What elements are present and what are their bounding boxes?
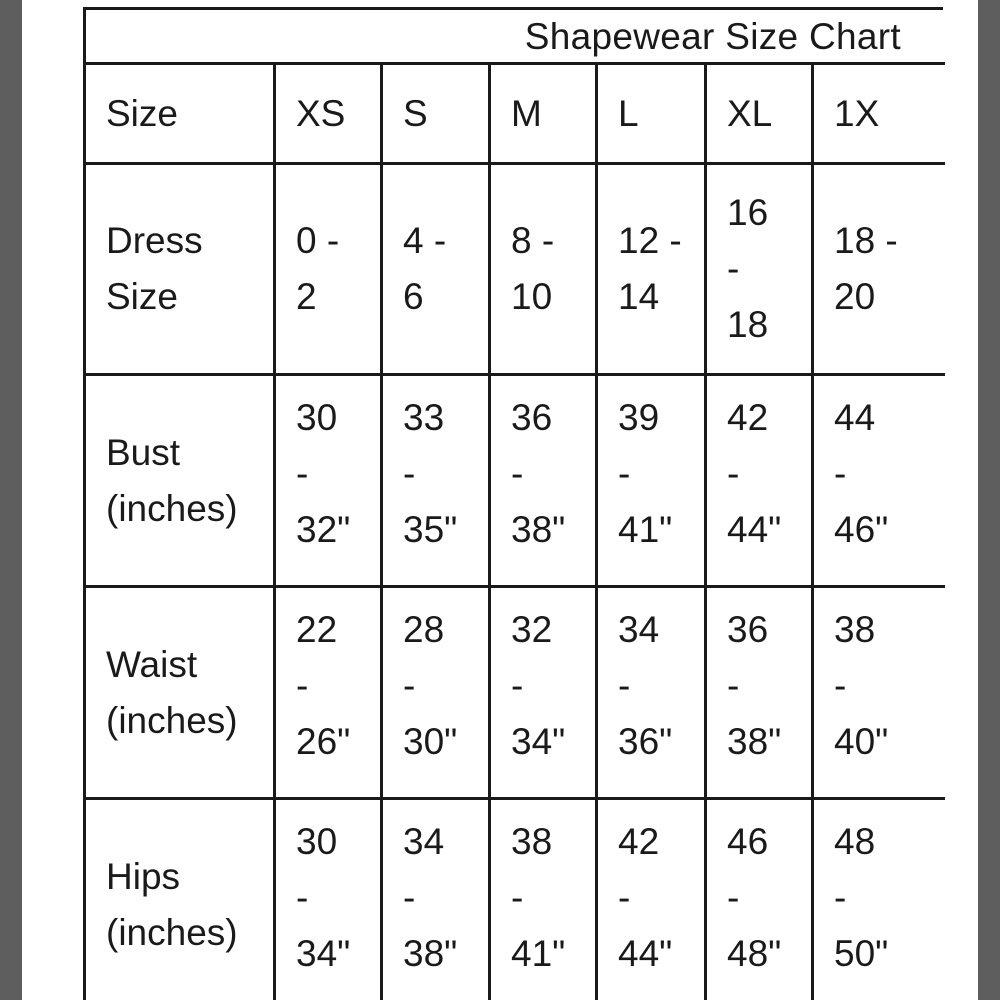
cell-line: 38" bbox=[403, 933, 458, 974]
cell-line: 38 bbox=[834, 609, 876, 650]
cell-line: 38" bbox=[511, 509, 566, 550]
cell-line: - bbox=[403, 877, 416, 918]
row-header-dress-size bbox=[85, 164, 275, 375]
cell-line: 41" bbox=[511, 933, 566, 974]
cell-line: 48 bbox=[834, 821, 876, 862]
cell-hips-xs bbox=[275, 799, 382, 1000]
cell-bust-s bbox=[382, 375, 490, 587]
cell-line: 48" bbox=[727, 933, 782, 974]
cell-line: - bbox=[727, 877, 740, 918]
cell-bust-xs bbox=[275, 375, 382, 587]
cell-dress-size-s bbox=[382, 164, 490, 375]
title-row bbox=[83, 7, 943, 65]
cell-line: 40" bbox=[834, 721, 889, 762]
row-header-hips bbox=[85, 799, 275, 1000]
cell-line: 18 - bbox=[834, 220, 898, 261]
cell-dress-size-m bbox=[490, 164, 597, 375]
size-header-m: M bbox=[490, 64, 597, 164]
cell-line: 14 bbox=[618, 276, 660, 317]
cell-line: 44" bbox=[618, 933, 673, 974]
cell-line: 4 - bbox=[403, 220, 447, 261]
size-header-xs: XS bbox=[275, 64, 382, 164]
cell-line: - bbox=[403, 665, 416, 706]
cell-line: 38" bbox=[727, 721, 782, 762]
cell-line: 2 bbox=[296, 276, 317, 317]
cell-hips-xl bbox=[706, 799, 813, 1000]
table-row-bust bbox=[85, 375, 945, 587]
cell-line: - bbox=[727, 248, 740, 289]
cell-line: 36 bbox=[511, 397, 553, 438]
cell-line: 30" bbox=[403, 721, 458, 762]
cell-line: 34 bbox=[618, 609, 660, 650]
row-header-line: (inches) bbox=[106, 487, 238, 529]
cell-line: - bbox=[618, 877, 631, 918]
cell-dress-size-l bbox=[597, 164, 706, 375]
cell-line: 10 bbox=[511, 276, 553, 317]
cell-waist-1x bbox=[813, 587, 945, 799]
cell-line: 44" bbox=[727, 509, 782, 550]
cell-line: 28 bbox=[403, 609, 445, 650]
table-row-hips bbox=[85, 799, 945, 1000]
row-header-line: Dress bbox=[106, 220, 203, 261]
cell-line: - bbox=[296, 665, 309, 706]
cell-line: - bbox=[296, 453, 309, 494]
table-row-size bbox=[85, 64, 945, 164]
row-header-size: Size bbox=[85, 64, 275, 164]
cell-bust-xl bbox=[706, 375, 813, 587]
size-header-l: L bbox=[597, 64, 706, 164]
document-page bbox=[22, 0, 978, 1000]
cell-line: 35" bbox=[403, 509, 458, 550]
cell-dress-size-xl bbox=[706, 164, 813, 375]
cell-waist-xl bbox=[706, 587, 813, 799]
cell-line: - bbox=[834, 877, 847, 918]
row-header-line: (inches) bbox=[106, 699, 238, 741]
size-header-xl: XL bbox=[706, 64, 813, 164]
cell-dress-size-xs bbox=[275, 164, 382, 375]
cell-line: 30 bbox=[296, 397, 338, 438]
cell-waist-s bbox=[382, 587, 490, 799]
cell-bust-1x bbox=[813, 375, 945, 587]
cell-line: 0 - bbox=[296, 220, 340, 261]
cell-line: 44 bbox=[834, 397, 876, 438]
cell-line: 12 - bbox=[618, 220, 682, 261]
row-header-waist bbox=[85, 587, 275, 799]
cell-line: - bbox=[834, 453, 847, 494]
cell-line: - bbox=[727, 665, 740, 706]
cell-line: 20 bbox=[834, 276, 876, 317]
cell-line: 22 bbox=[296, 609, 338, 650]
cell-line: 42 bbox=[727, 397, 769, 438]
cell-line: 36" bbox=[618, 721, 673, 762]
cell-hips-s bbox=[382, 799, 490, 1000]
cell-waist-xs bbox=[275, 587, 382, 799]
size-table bbox=[83, 62, 945, 1000]
row-header-bust bbox=[85, 375, 275, 587]
table-row-dress-size bbox=[85, 164, 945, 375]
cell-line: 42 bbox=[618, 821, 660, 862]
cell-line: 46" bbox=[834, 509, 889, 550]
cell-waist-m bbox=[490, 587, 597, 799]
cell-line: - bbox=[296, 877, 309, 918]
row-header-line: Bust bbox=[106, 431, 181, 473]
cell-dress-size-1x bbox=[813, 164, 945, 375]
cell-line: 18 bbox=[727, 304, 769, 345]
cell-line: 26" bbox=[296, 721, 351, 762]
cell-line: 36 bbox=[727, 609, 769, 650]
cell-line: 32 bbox=[511, 609, 553, 650]
size-chart bbox=[83, 7, 943, 1000]
cell-line: - bbox=[403, 453, 416, 494]
cell-hips-l bbox=[597, 799, 706, 1000]
table-row-waist bbox=[85, 587, 945, 799]
cell-line: 50" bbox=[834, 933, 889, 974]
cell-line: 32" bbox=[296, 509, 351, 550]
cell-line: 46 bbox=[727, 821, 769, 862]
cell-line: 16 bbox=[727, 192, 769, 233]
cell-line: 41" bbox=[618, 509, 673, 550]
cell-line: - bbox=[511, 877, 524, 918]
cell-line: - bbox=[511, 453, 524, 494]
cell-line: - bbox=[618, 453, 631, 494]
cell-line: - bbox=[834, 665, 847, 706]
cell-line: - bbox=[618, 665, 631, 706]
row-header-line: (inches) bbox=[106, 912, 238, 954]
cell-hips-1x bbox=[813, 799, 945, 1000]
cell-line: 8 - bbox=[511, 220, 555, 261]
cell-line: 38 bbox=[511, 821, 553, 862]
cell-line: 34 bbox=[403, 821, 445, 862]
cell-line: - bbox=[511, 665, 524, 706]
row-header-line: Size bbox=[106, 276, 178, 317]
cell-line: 34" bbox=[511, 721, 566, 762]
cell-line: 34" bbox=[296, 933, 351, 974]
cell-line: 6 bbox=[403, 276, 424, 317]
cell-line: - bbox=[727, 453, 740, 494]
size-header-s: S bbox=[382, 64, 490, 164]
row-header-line: Hips bbox=[106, 856, 181, 898]
cell-line: 39 bbox=[618, 397, 660, 438]
size-header-1x: 1X bbox=[813, 64, 945, 164]
row-header-line: Waist bbox=[106, 643, 198, 685]
cell-hips-m bbox=[490, 799, 597, 1000]
cell-waist-l bbox=[597, 587, 706, 799]
cell-line: 33 bbox=[403, 397, 445, 438]
chart-title: Shapewear Size Chart bbox=[524, 16, 901, 57]
cell-bust-l bbox=[597, 375, 706, 587]
cell-line: 30 bbox=[296, 821, 338, 862]
cell-bust-m bbox=[490, 375, 597, 587]
